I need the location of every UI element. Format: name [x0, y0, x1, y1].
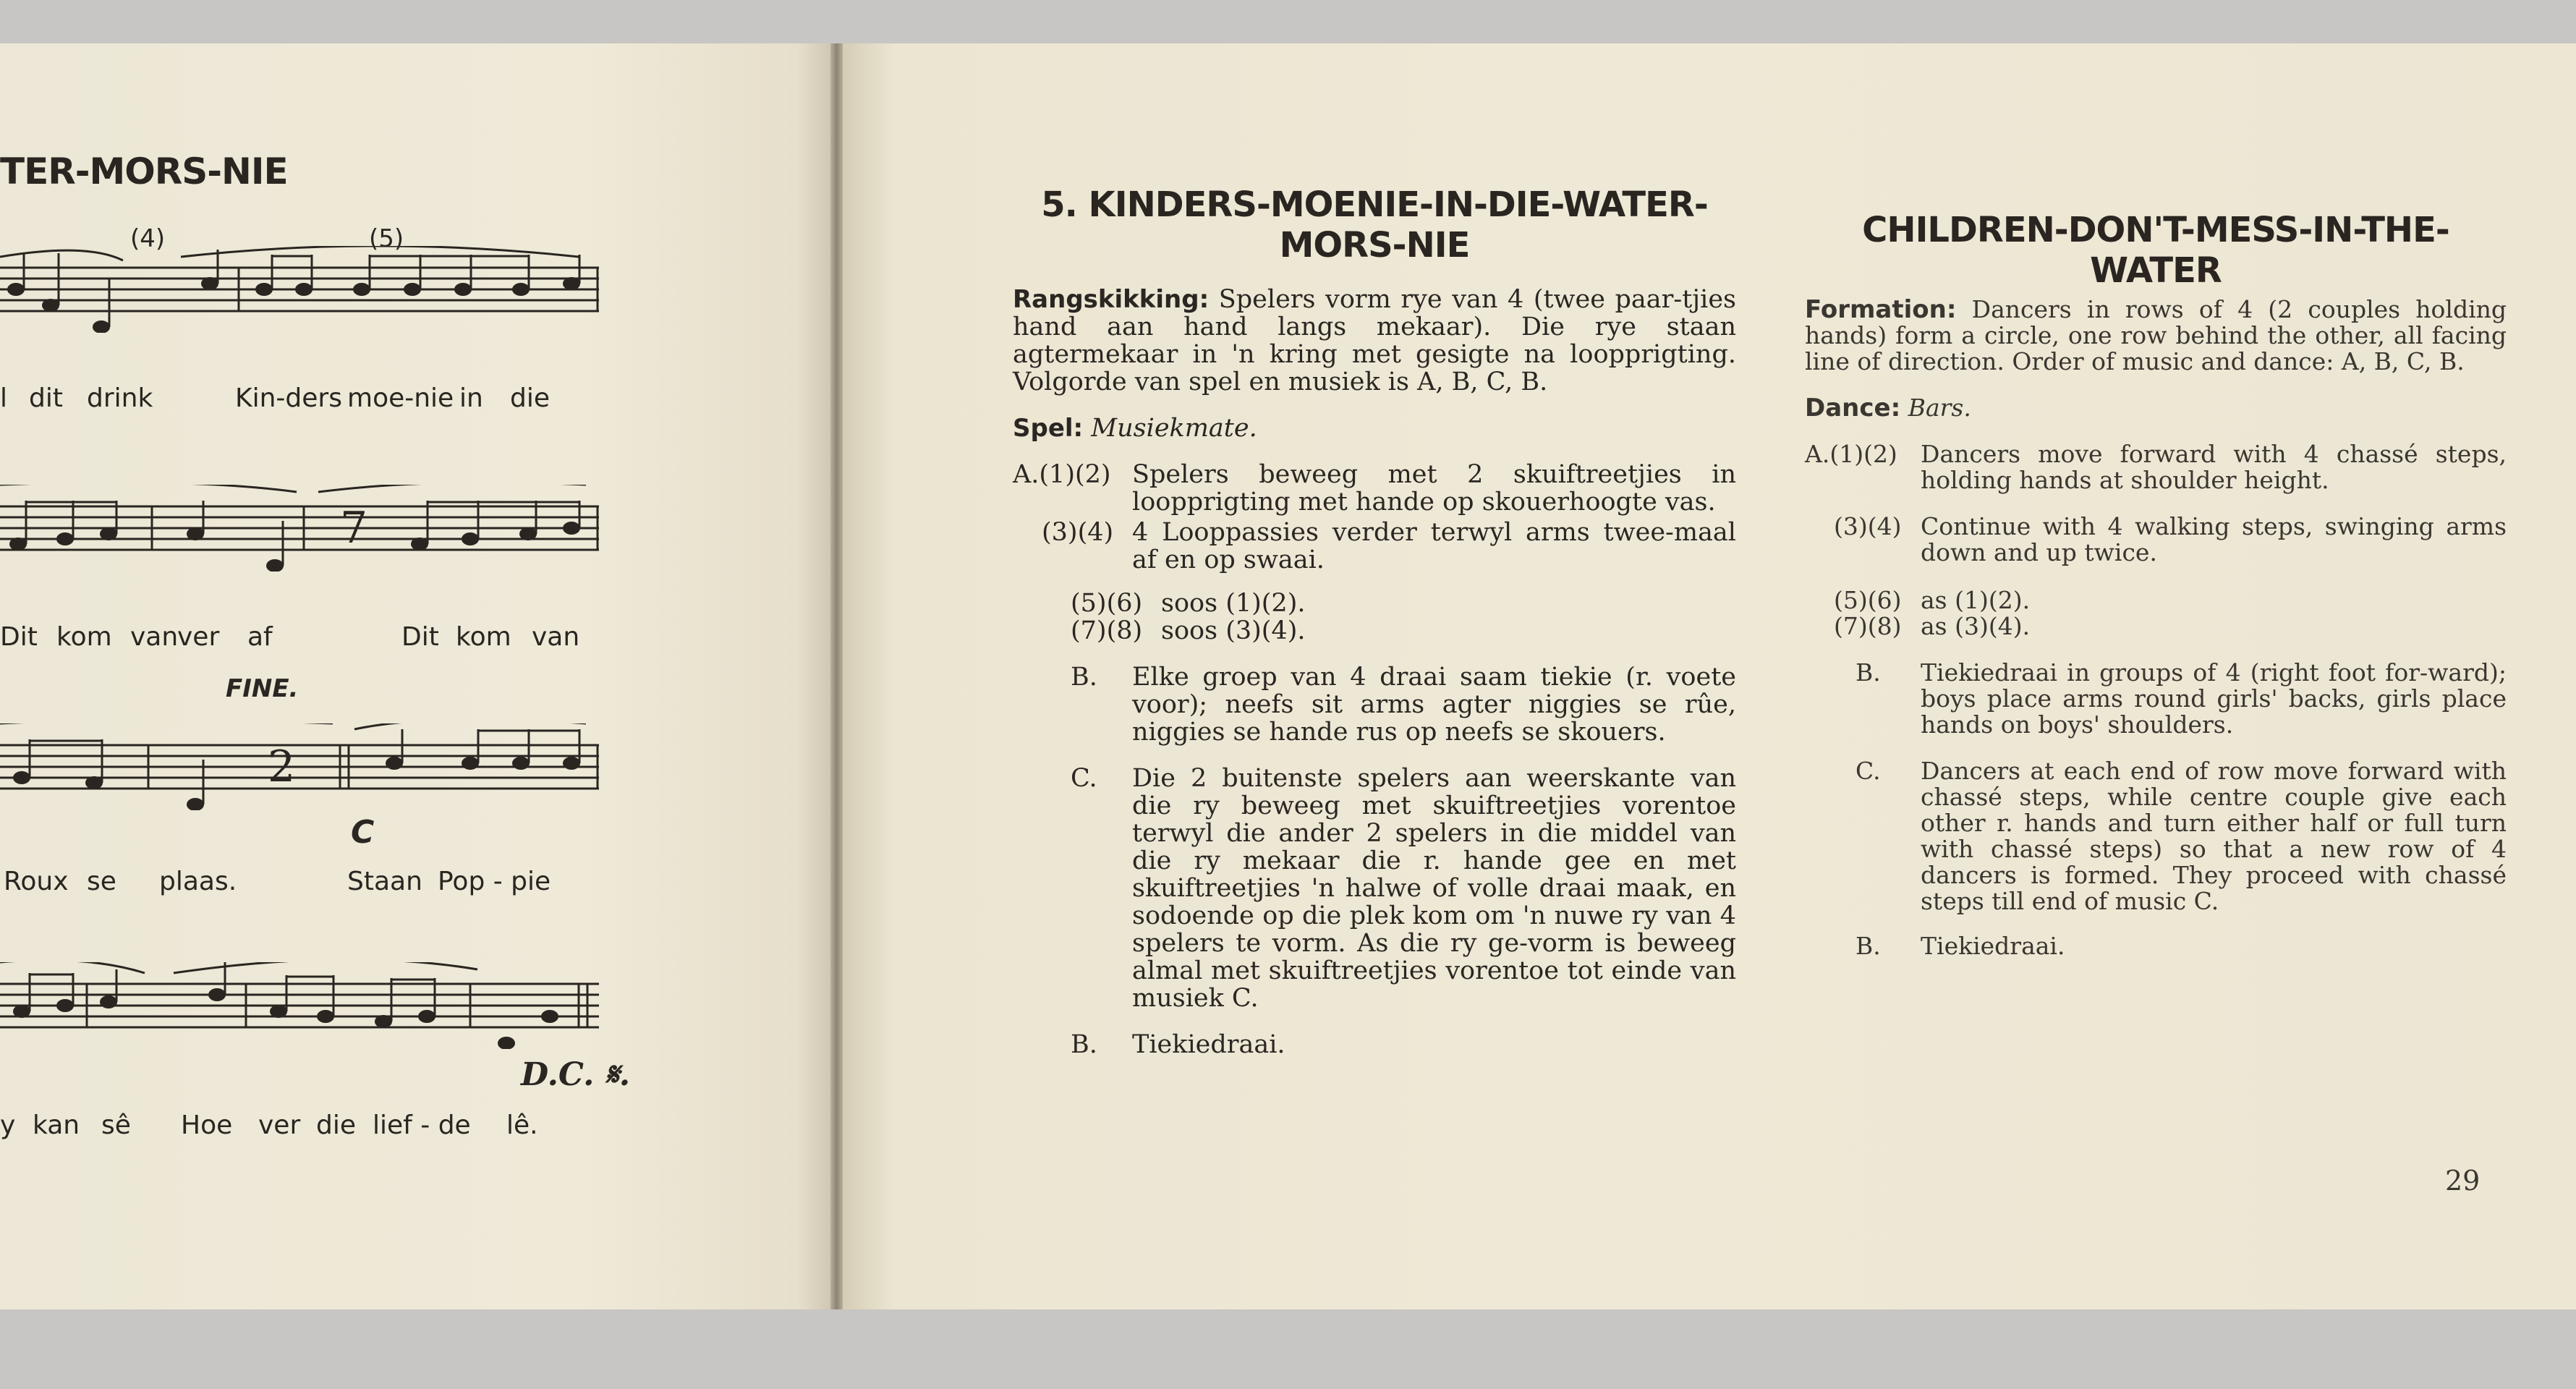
lyric-syllable: in [459, 383, 483, 413]
lyric-syllable: Dit [401, 622, 439, 652]
item-key: A.(1)(2) [1013, 460, 1111, 489]
lyric-syllable: Pop - pie [438, 867, 551, 896]
lyric-syllable: dit [29, 383, 63, 413]
dance-value: Bars. [1908, 394, 1971, 422]
en-item-b2 [1805, 933, 2507, 959]
arrangement-paragraph [1013, 286, 1736, 396]
book-gutter [830, 43, 843, 1309]
heading-line-2: MORS-NIE [1279, 225, 1470, 266]
item-key: B. [1071, 663, 1097, 692]
lyric-syllable: l [0, 383, 8, 413]
item-key: (7)(8) [1071, 616, 1143, 645]
arrangement-label: Rangskikking: [1013, 285, 1210, 314]
af-item-b2 [1013, 1031, 1736, 1058]
music-staff-2 [0, 485, 599, 572]
spel-value: Musiekmate. [1091, 414, 1257, 443]
af-item-78 [1013, 617, 1736, 645]
item-key: B. [1856, 658, 1881, 687]
item-text: Tiekiedraai. [1132, 1030, 1285, 1059]
af-item-34 [1013, 519, 1736, 574]
lyric-syllable: drink [87, 383, 153, 413]
item-text: 4 Looppassies verder terwyl arms twee-maal af en op swaai. [1132, 518, 1736, 574]
dance-label: Dance: [1805, 394, 1901, 422]
afrikaans-column [1013, 184, 1736, 1058]
svg-text:2: 2 [268, 742, 296, 792]
af-item-56 [1013, 590, 1736, 617]
lyric-syllable: Kin-ders [235, 383, 342, 413]
item-text: Tiekiedraai. [1921, 932, 2065, 960]
english-heading: CHILDREN-DON'T-MESS-IN-THE-WATER [1862, 210, 2449, 291]
lyric-syllable: ver [258, 1110, 301, 1140]
item-key: C. [1856, 757, 1881, 785]
lyric-syllable: kom [456, 622, 511, 652]
item-key: (5)(6) [1071, 589, 1143, 618]
en-item-b [1805, 660, 2507, 738]
formation-paragraph [1805, 297, 2507, 375]
music-staff-1 [0, 246, 599, 333]
lyric-syllable: die [510, 383, 551, 413]
lyric-syllable: plaas. [159, 867, 237, 896]
fine-marking: FINE. [226, 674, 299, 703]
svg-text:7: 7 [340, 503, 368, 553]
af-item-c [1013, 765, 1736, 1012]
lyrics-line-3 [0, 867, 651, 903]
item-text: Dancers at each end of row move forward with chassé steps, while centre couple give each other r. hands and turn either half or full turn with chassé steps) so that a new row of 4 dancers is formed. They proceed with chassé steps till end of music C. [1921, 757, 2507, 915]
arrangement-text: Spelers vorm rye van 4 (twee paar-tjies hand aan hand langs mekaar). Die rye staan agtermekaar in 'n kring met gesigte na loopprigting. Volgorde van spel en musiek is A, B, C, B. [1013, 285, 1736, 396]
music-staff-3 [0, 723, 599, 810]
item-key: C. [1071, 764, 1097, 793]
lyric-syllable: Dit [0, 622, 38, 652]
bar-number-5: (5) [369, 224, 404, 253]
item-text: Die 2 buitenste spelers aan weerskante van die ry beweeg met skuiftreetjies vorentoe terwyl die ander 2 spelers in die middel van die ry mekaar die r. hande gee en met skuiftreetjies 'n halwe of volle draai maak, en sodoende op die plek kom om 'n nuwe ry van 4 spelers te vorm. As die ry ge-vorm is beweeg almal met skuiftreetjies vorentoe tot einde van musiek C. [1132, 764, 1736, 1013]
item-text: soos (1)(2). [1161, 589, 1306, 618]
lyric-syllable: die [316, 1110, 357, 1140]
item-text: Elke groep van 4 draai saam tiekie (r. voete voor); neefs sit arms agter niggies se rûe, niggies se hande rus op neefs se skouers. [1132, 663, 1736, 747]
item-key: (5)(6) [1834, 586, 1902, 614]
lyric-syllable: lief - de [373, 1110, 471, 1140]
en-item-34 [1805, 514, 2507, 566]
lyric-syllable: kan [33, 1110, 80, 1140]
formation-text: Dancers in rows of 4 (2 couples holding hands) form a circle, one row behind the other, all facing line of direction. Order of music and dance: A, B, C, B. [1805, 295, 2507, 375]
bar-number-4: (4) [130, 224, 166, 253]
item-text: Spelers beweeg met 2 skuiftreetjies in loopprigting met hande op skouerhoogte vas. [1132, 460, 1736, 517]
lyric-syllable: af [247, 622, 273, 652]
item-text: as (3)(4). [1921, 612, 2031, 640]
en-item-56 [1805, 587, 2507, 613]
afrikaans-heading [1013, 184, 1736, 266]
en-item-c [1805, 758, 2507, 914]
dc-segno-marking: D.C. 𝄋. [521, 1056, 631, 1093]
af-item-a12 [1013, 461, 1736, 516]
lyric-syllable: kom [56, 622, 112, 652]
item-text: Continue with 4 walking steps, swinging arms down and up twice. [1921, 512, 2507, 566]
item-text: soos (3)(4). [1161, 616, 1306, 645]
en-item-a12 [1805, 441, 2507, 493]
song-title: TER-MORS-NIE [0, 150, 288, 192]
music-staff-4 [0, 962, 599, 1049]
lyric-syllable: ver [177, 622, 220, 652]
lyric-syllable: van [532, 622, 580, 652]
item-key: A.(1)(2) [1805, 440, 1897, 468]
item-key: B. [1856, 932, 1881, 960]
lyric-syllable: Staan [347, 867, 422, 896]
item-text: Tiekiedraai in groups of 4 (right foot for-ward); boys place arms round girls' backs, girls place hands on boys' shoulders. [1921, 658, 2507, 739]
heading-line-1: 5. KINDERS-MOENIE-IN-DIE-WATER- [1041, 184, 1708, 225]
spel-line [1013, 415, 1736, 442]
lyric-syllable: sê [101, 1110, 131, 1140]
item-text: Dancers move forward with 4 chassé steps, holding hands at shoulder height. [1921, 440, 2507, 494]
af-item-b [1013, 663, 1736, 746]
dance-line [1805, 395, 2507, 421]
item-key: (7)(8) [1834, 612, 1902, 640]
page-number: 29 [2445, 1165, 2481, 1197]
item-key: B. [1071, 1030, 1097, 1059]
lyric-syllable: Hoe [181, 1110, 233, 1140]
english-column [1805, 297, 2507, 959]
item-key: (3)(4) [1834, 512, 1902, 540]
lyric-syllable: se [87, 867, 116, 896]
item-key: (3)(4) [1042, 518, 1114, 547]
lyric-syllable: y [0, 1110, 16, 1140]
formation-label: Formation: [1805, 295, 1957, 324]
lyric-syllable: lê. [506, 1110, 538, 1140]
lyric-syllable: moe-nie [347, 383, 454, 413]
spel-label: Spel: [1013, 414, 1084, 443]
lyrics-line-1 [0, 383, 651, 420]
lyrics-line-2 [0, 622, 651, 658]
en-item-78 [1805, 613, 2507, 640]
lyric-syllable: van [130, 622, 179, 652]
item-text: as (1)(2). [1921, 586, 2031, 614]
section-c-marking: C [351, 814, 375, 851]
lyrics-line-4 [0, 1110, 651, 1147]
lyric-syllable: Roux [4, 867, 69, 896]
